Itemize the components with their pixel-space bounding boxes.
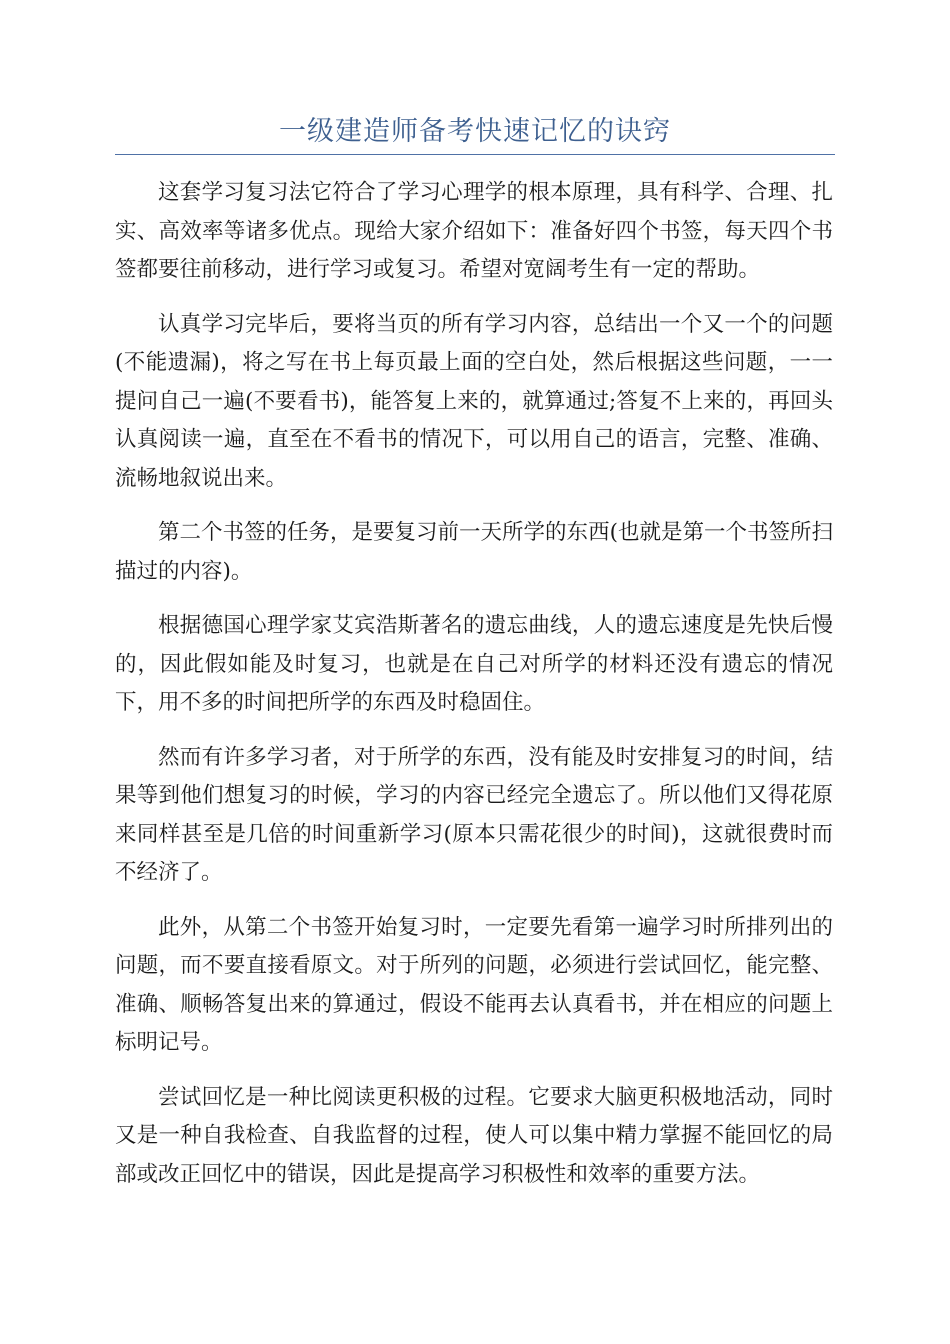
paragraph-6: 此外，从第二个书签开始复习时，一定要先看第一遍学习时所排列出的问题，而不要直接看原文。对于所列的问题，必须进行尝试回忆，能完整、准确、顺畅答复出来的算通过，假设不能再去认真看书，并在相应的问题上标明记号。 [115,914,833,1055]
paragraph-7: 尝试回忆是一种比阅读更积极的过程。它要求大脑更积极地活动，同时又是一种自我检查、自我监督的过程，使人可以集中精力掌握不能回忆的局部或改正回忆中的错误，因此是提高学习积极性和效率的重要方法。 [115,1084,833,1187]
paragraph-5: 然而有许多学习者，对于所学的东西，没有能及时安排复习的时间，结果等到他们想复习的时候，学习的内容已经完全遗忘了。所以他们又得花原来同样甚至是几倍的时间重新学习(原本只需花很少的时间)，这就很费时而不经济了。 [115,744,833,885]
page-title: 一级建造师备考快速记忆的诀窍 [279,116,671,147]
document-body [115,174,833,1210]
paragraph-2: 认真学习完毕后，要将当页的所有学习内容，总结出一个又一个的问题(不能遗漏)，将之写在书上每页最上面的空白处，然后根据这些问题，一一提问自己一遍(不要看书)，能答复上来的，就算通过;答复不上来的，再回头认真阅读一遍，直至在不看书的情况下，可以用自己的语言，完整、准确、流畅地叙说出来。 [115,311,833,491]
paragraph-4: 根据德国心理学家艾宾浩斯著名的遗忘曲线，人的遗忘速度是先快后慢的，因此假如能及时复习，也就是在自己对所学的材料还没有遗忘的情况下，用不多的时间把所学的东西及时稳固住。 [115,613,833,715]
title-underline [115,154,835,155]
paragraph-3: 第二个书签的任务，是要复习前一天所学的东西(也就是第一个书签所扫描过的内容)。 [115,520,833,584]
paragraph-1: 这套学习复习法它符合了学习心理学的根本原理，具有科学、合理、扎实、高效率等诸多优点。现给大家介绍如下：准备好四个书签，每天四个书签都要往前移动，进行学习或复习。希望对宽阔考生有一定的帮助。 [115,180,833,282]
